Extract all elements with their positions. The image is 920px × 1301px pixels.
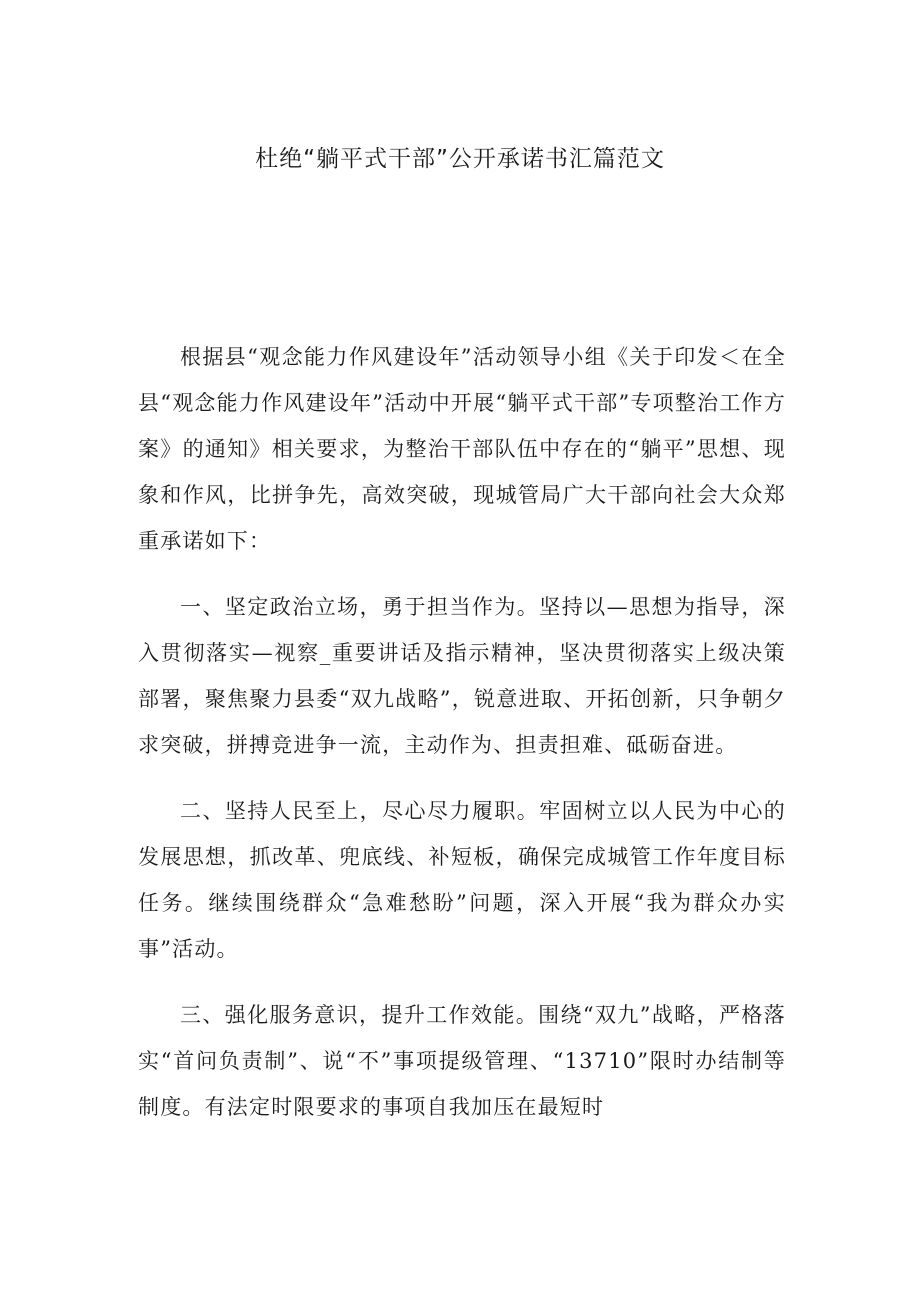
- paragraph-commitment-2: 二、坚持人民至上，尽心尽力履职。牢固树立以人民为中心的发展思想，抓改革、兜底线、补短板，确保完成城管工作年度目标任务。继续围绕群众“急难愁盼”问题，深入开展“我为群众办实事”活动。: [138, 799, 786, 961]
- paragraph-commitment-3: 三、强化服务意识，提升工作效能。围绕“双九”战略，严格落实“首问负责制”、说“不”事项提级管理、“13710”限时办结制等制度。有法定时限要求的事项自我加压在最短时: [138, 1003, 786, 1119]
- document-body: [138, 334, 786, 1150]
- paragraph-intro: 根据县“观念能力作风建设年”活动领导小组《关于印发＜在全县“观念能力作风建设年”活动中开展“躺平式干部”专项整治工作方案》的通知》相关要求，为整治干部队伍中存在的“躺平”思想、现象和作风，比拼争先，高效突破，现城管局广大干部向社会大众郑重承诺如下：: [138, 345, 786, 553]
- document-title: 杜绝“躺平式干部”公开承诺书汇篇范文: [255, 146, 665, 172]
- paragraph-commitment-1: 一、坚定政治立场，勇于担当作为。坚持以—思想为指导，深入贯彻落实—视察_重要讲话及指示精神，坚决贯彻落实上级决策部署，聚焦聚力县委“双九战略”，锐意进取、开拓创新，只争朝夕求突破，拼搏竞进争一流，主动作为、担责担难、砥砺奋进。: [138, 595, 786, 757]
